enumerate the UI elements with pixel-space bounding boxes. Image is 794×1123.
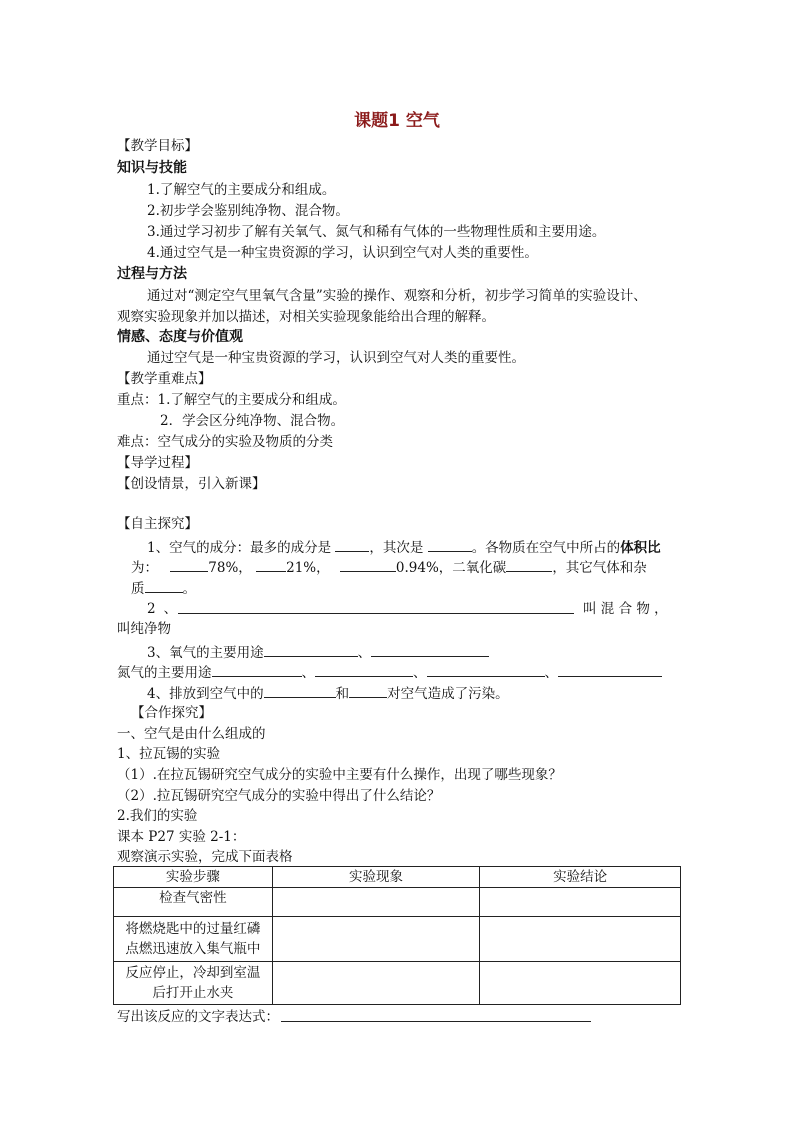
blank-nitrogen-use-3[interactable]: [427, 662, 545, 677]
key-point-1-text: 1.了解空气的主要成分和组成。: [157, 392, 346, 408]
q3-label: 质: [131, 581, 145, 597]
table-row: [114, 962, 681, 1005]
emotion-header: 情感、态度与价值观: [117, 329, 243, 345]
row2-step: [114, 917, 273, 962]
blank-co2[interactable]: [506, 557, 552, 572]
q4-sep: 、: [163, 601, 178, 617]
key-point-label: 重点：: [117, 392, 158, 408]
q6-text: 氮气的主要用途: [117, 665, 212, 681]
q7-text-b: 和: [335, 686, 350, 702]
blank-second-component[interactable]: [428, 537, 472, 552]
q6-sep-2: 、: [413, 665, 427, 681]
q4-num: 2: [147, 601, 156, 617]
process-header: 过程与方法: [117, 266, 187, 282]
question-4: [147, 683, 509, 703]
blank-most-component[interactable]: [335, 537, 369, 552]
q2-094: 0.94%，二氧化碳: [395, 560, 507, 576]
blank-nitrogen-use-1[interactable]: [212, 662, 302, 677]
q1-text-b: ，其次是: [369, 540, 424, 556]
guide-header: 【导学过程】: [117, 455, 198, 471]
q5-sep: 、: [357, 645, 372, 661]
process-line-2: 观察实验现象并加以描述，对相关实验现象能给出合理的解释。: [117, 309, 495, 325]
scene-header: 【创设情景，引入新课】: [117, 476, 266, 492]
key-header: 【教学重难点】: [117, 371, 212, 387]
blank-nitrogen-use-4[interactable]: [558, 662, 662, 677]
question-3: [147, 642, 489, 662]
coop-line-4: （2）.拉瓦锡研究空气成分的实验中得出了什么结论？: [117, 788, 441, 804]
blank-oxygen-use-2[interactable]: [371, 642, 489, 657]
q2-21: 21%，: [286, 560, 330, 576]
difficulty: 难点：空气成分的实验及物质的分类: [117, 434, 333, 450]
q7-text-a: 4、排放到空气中的: [147, 686, 264, 702]
knowledge-item-2: 2.初步学会鉴别纯净物、混合物。: [147, 203, 349, 219]
key-point-1: [117, 391, 346, 409]
q1-bold-term: 体积比: [620, 540, 661, 556]
coop-line-3: （1）.在拉瓦锡研究空气成分的实验中主要有什么操作，出现了哪些现象？: [117, 767, 562, 783]
blank-094[interactable]: [340, 557, 396, 572]
knowledge-header: 知识与技能: [117, 160, 187, 176]
row3-step: [114, 962, 273, 1005]
knowledge-item-1: 1.了解空气的主要成分和组成。: [147, 182, 336, 198]
coop-line-1: 一、空气是由什么组成的: [117, 726, 266, 742]
blank-nitrogen-use-2[interactable]: [315, 662, 413, 677]
table-header-row: [114, 867, 681, 888]
coop-line-6: 课本 P27 实验 2-1：: [117, 829, 246, 845]
process-line-1: 通过对“测定空气里氧气含量”实验的操作、观察和分析，初步学习简单的实验设计、: [147, 288, 647, 304]
header-step: 实验步骤: [114, 867, 273, 888]
blank-pollutant-2[interactable]: [349, 683, 387, 698]
question-2-num: [147, 600, 177, 618]
row3-step-line-1: 反应停止，冷却到室温: [125, 965, 261, 981]
question-1-line-3: [131, 578, 196, 598]
knowledge-item-3: 3.通过学习初步了解有关氧气、氮气和稀有气体的一些物理性质和主要用途。: [147, 224, 606, 240]
q1-text-a: 1、空气的成分：最多的成分是: [147, 540, 332, 556]
row2-step-line-1: 将燃烧匙中的过量红磷: [125, 921, 261, 937]
coop-line-5: 2.我们的实验: [117, 808, 198, 824]
blank-oxygen-use-1[interactable]: [264, 642, 358, 657]
blank-impurities[interactable]: [145, 578, 183, 593]
q2-rest: ，其它气体和杂: [552, 560, 647, 576]
knowledge-item-4: 4.通过空气是一种宝贵资源的学习，认识到空气对人类的重要性。: [147, 245, 538, 261]
goals-header: 【教学目标】: [117, 138, 198, 154]
question-1-line-2: [131, 557, 647, 577]
row3-phenomenon-cell[interactable]: [272, 962, 480, 1005]
question-2-line-2: 叫纯净物: [117, 621, 171, 637]
coop-line-7: 观察演示实验，完成下面表格: [117, 849, 293, 865]
blank-21[interactable]: [256, 557, 286, 572]
coop-line-2: 1、拉瓦锡的实验: [117, 746, 221, 762]
row3-conclusion-cell[interactable]: [480, 962, 681, 1005]
row3-step-line-2: 后打开止水夹: [152, 985, 234, 1001]
q6-sep-3: 、: [544, 665, 558, 681]
blank-mixture-definition[interactable]: [178, 613, 574, 614]
coop-header: 【合作探究】: [131, 705, 212, 721]
row1-conclusion-cell[interactable]: [480, 888, 681, 917]
row2-conclusion-cell[interactable]: [480, 917, 681, 962]
header-phenomenon: 实验现象: [272, 867, 480, 888]
q7-text-c: 对空气造成了污染。: [387, 686, 509, 702]
q1-text-c: 。各物质在空气中所占的: [471, 540, 621, 556]
blank-word-equation[interactable]: [281, 1021, 591, 1022]
question-3-nitrogen: [117, 662, 662, 682]
row1-step: 检查气密性: [114, 888, 273, 917]
row1-phenomenon-cell[interactable]: [272, 888, 480, 917]
table-row: [114, 917, 681, 962]
q2-label: 为：: [131, 560, 158, 576]
table-row: [114, 888, 681, 917]
q3-end: 。: [182, 581, 196, 597]
blank-pollutant-1[interactable]: [264, 683, 336, 698]
question-1: [147, 537, 661, 557]
key-point-2: 2．学会区分纯净物、混合物。: [160, 413, 345, 429]
q5-text: 3、氧气的主要用途: [147, 645, 264, 661]
page-title: 课题1 空气: [354, 111, 440, 131]
blank-78[interactable]: [170, 557, 208, 572]
experiment-table: [113, 866, 681, 1005]
question-2-end: 叫 混 合 物 ，: [583, 601, 668, 617]
row2-step-line-2: 点燃迅速放入集气瓶中: [125, 941, 261, 957]
header-conclusion: 实验结论: [480, 867, 681, 888]
row2-phenomenon-cell[interactable]: [272, 917, 480, 962]
emotion-text: 通过空气是一种宝贵资源的学习，认识到空气对人类的重要性。: [147, 350, 525, 366]
footer-prompt: 写出该反应的文字表达式：: [117, 1009, 279, 1025]
q2-78: 78%，: [208, 560, 252, 576]
q6-sep-1: 、: [301, 665, 315, 681]
self-header: 【自主探究】: [117, 516, 198, 532]
